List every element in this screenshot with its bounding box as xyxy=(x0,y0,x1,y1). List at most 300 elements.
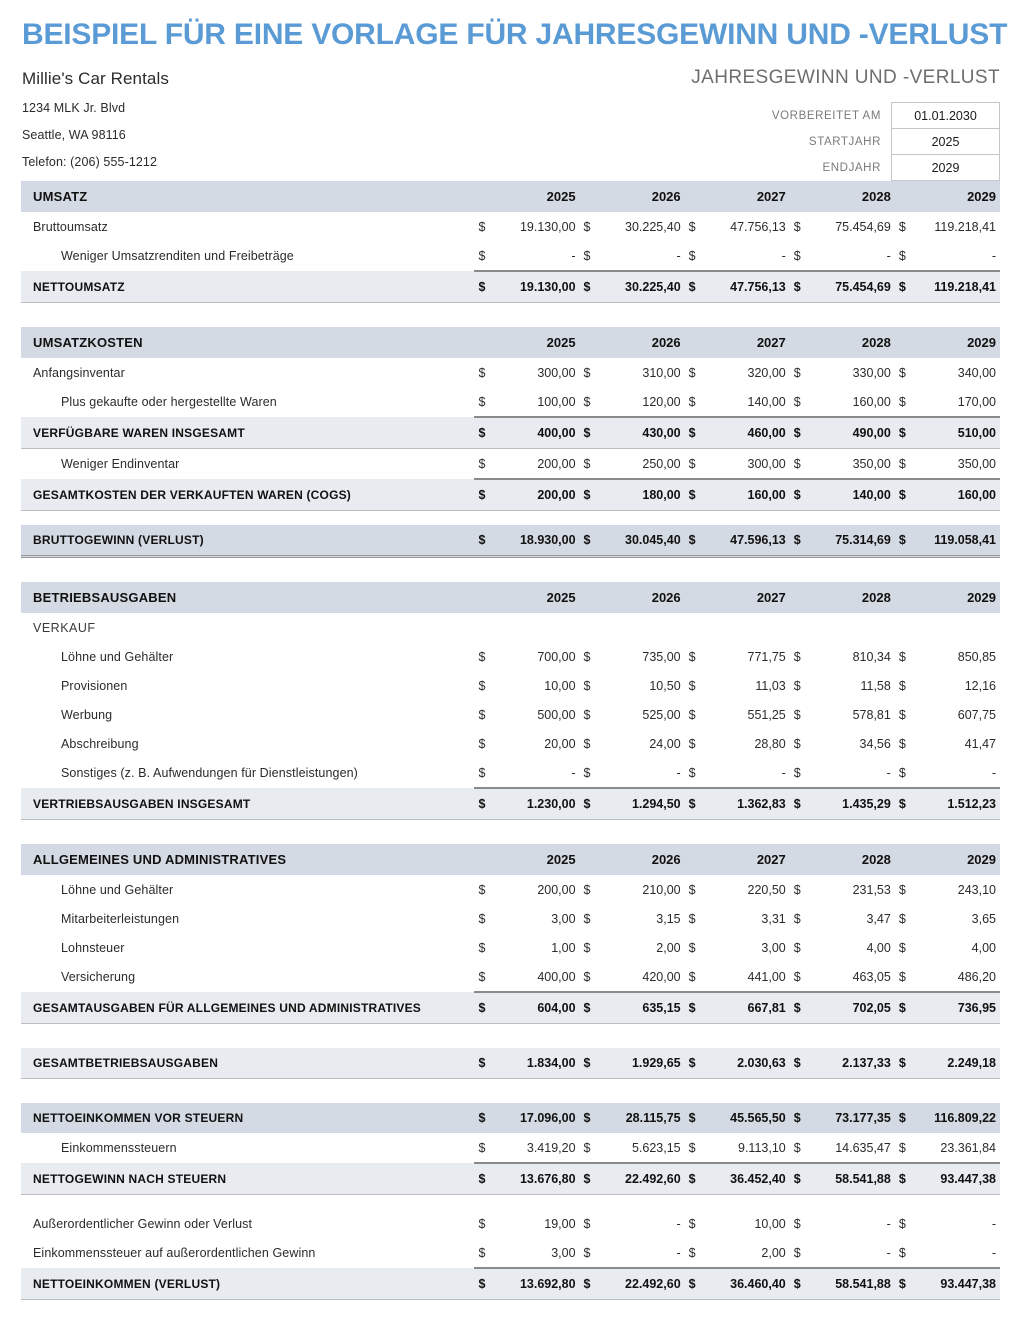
spacer-cell xyxy=(474,613,502,642)
currency-symbol: $ xyxy=(685,904,713,933)
year-header-2028: 2028 xyxy=(818,327,895,358)
cell-value[interactable]: 2,00 xyxy=(608,933,685,962)
cell-value: 30.045,40 xyxy=(608,525,685,557)
cell-value: 28.115,75 xyxy=(608,1103,685,1133)
table-row xyxy=(21,642,1000,671)
cell-value[interactable]: 3,15 xyxy=(608,904,685,933)
currency-symbol: $ xyxy=(580,1133,608,1163)
cell-value[interactable]: 200,00 xyxy=(502,875,579,904)
row-label: Einkommenssteuer auf außerordentlichen Gewinn xyxy=(21,1238,474,1268)
cell-value[interactable]: 243,10 xyxy=(923,875,1000,904)
currency-symbol: $ xyxy=(895,1209,923,1238)
cell-value[interactable]: 30.225,40 xyxy=(608,212,685,241)
row-label: Versicherung xyxy=(21,962,474,992)
cell-value: 47.596,13 xyxy=(713,525,790,557)
row-label: Provisionen xyxy=(21,671,474,700)
table-row xyxy=(21,933,1000,962)
meta-row-prepared-on xyxy=(772,103,1000,129)
currency-symbol: $ xyxy=(685,671,713,700)
cell-value[interactable]: 24,00 xyxy=(608,729,685,758)
currency-symbol: $ xyxy=(790,992,818,1024)
currency-symbol: $ xyxy=(895,1163,923,1195)
currency-symbol: $ xyxy=(685,729,713,758)
currency-symbol: $ xyxy=(474,1133,502,1163)
total-row-general-administrative xyxy=(21,992,1000,1024)
spacer-cell xyxy=(21,1195,1000,1210)
currency-symbol: $ xyxy=(685,992,713,1024)
cell-value[interactable]: - xyxy=(502,241,579,271)
currency-symbol: $ xyxy=(685,1133,713,1163)
cell-value[interactable]: - xyxy=(608,241,685,271)
cell-value[interactable]: 486,20 xyxy=(923,962,1000,992)
spacer-cell xyxy=(21,511,1000,526)
spacer-cell xyxy=(895,613,923,642)
cell-value[interactable]: - xyxy=(608,758,685,788)
meta-label-prepared-on: VORBEREITET AM xyxy=(771,109,881,122)
year-header-2026: 2026 xyxy=(608,844,685,875)
row-label: Abschreibung xyxy=(21,729,474,758)
currency-symbol: $ xyxy=(685,525,713,557)
cell-value[interactable]: 231,53 xyxy=(818,875,895,904)
currency-symbol: $ xyxy=(895,904,923,933)
currency-symbol: $ xyxy=(580,1238,608,1268)
cell-value[interactable]: 441,00 xyxy=(713,962,790,992)
row-label: GESAMTBETRIEBSAUSGABEN xyxy=(21,1048,474,1079)
spacer-row xyxy=(21,1195,1000,1210)
currency-symbol: $ xyxy=(685,642,713,671)
currency-symbol: $ xyxy=(580,1103,608,1133)
spacer-cell xyxy=(790,327,818,358)
cell-value[interactable]: 771,75 xyxy=(713,642,790,671)
cell-value: 36.452,40 xyxy=(713,1163,790,1195)
cell-value[interactable]: - xyxy=(502,758,579,788)
cell-value[interactable]: - xyxy=(608,1238,685,1268)
cell-value: 47.756,13 xyxy=(713,271,790,303)
cell-value: 2.030,63 xyxy=(713,1048,790,1079)
cell-value[interactable]: 400,00 xyxy=(502,962,579,992)
currency-symbol: $ xyxy=(895,1268,923,1300)
currency-symbol: $ xyxy=(790,1209,818,1238)
cell-value[interactable]: 20,00 xyxy=(502,729,579,758)
net-income-table xyxy=(21,1103,1000,1300)
currency-symbol: $ xyxy=(790,449,818,480)
currency-symbol: $ xyxy=(790,729,818,758)
cell-value[interactable]: 10,50 xyxy=(608,671,685,700)
currency-symbol: $ xyxy=(685,449,713,480)
cell-value[interactable]: 3,00 xyxy=(713,933,790,962)
cell-value: 460,00 xyxy=(713,417,790,449)
meta-label-end-year: ENDJAHR xyxy=(822,161,881,174)
cell-value[interactable]: 525,00 xyxy=(608,700,685,729)
cell-value[interactable]: 120,00 xyxy=(608,387,685,417)
currency-symbol: $ xyxy=(790,1048,818,1079)
cell-value: 140,00 xyxy=(818,479,895,511)
year-header-2026: 2026 xyxy=(608,327,685,358)
currency-symbol: $ xyxy=(895,642,923,671)
currency-symbol: $ xyxy=(685,1268,713,1300)
currency-symbol: $ xyxy=(474,1209,502,1238)
cell-value[interactable]: 463,05 xyxy=(818,962,895,992)
total-row-net-income xyxy=(21,1268,1000,1300)
currency-symbol: $ xyxy=(895,479,923,511)
currency-symbol: $ xyxy=(895,387,923,417)
currency-symbol: $ xyxy=(580,962,608,992)
cell-value[interactable]: 551,25 xyxy=(713,700,790,729)
row-label: Weniger Umsatzrenditen und Freibeträge xyxy=(21,241,474,271)
year-header-2026: 2026 xyxy=(608,181,685,212)
currency-symbol: $ xyxy=(895,1103,923,1133)
meta-row-start-year xyxy=(772,129,1000,155)
spacer-cell xyxy=(685,613,713,642)
row-label: VERFÜGBARE WAREN INSGESAMT xyxy=(21,417,474,449)
cell-value[interactable]: 3,47 xyxy=(818,904,895,933)
cell-value[interactable]: 170,00 xyxy=(923,387,1000,417)
cell-value[interactable]: 3,00 xyxy=(502,1238,579,1268)
section-header-cogs xyxy=(21,327,1000,358)
subtotal-row-goods-available xyxy=(21,417,1000,449)
cell-value[interactable]: 200,00 xyxy=(502,449,579,480)
spacer-cell xyxy=(474,327,502,358)
cell-value: 1.362,83 xyxy=(713,788,790,820)
cell-value: 1.230,00 xyxy=(502,788,579,820)
currency-symbol: $ xyxy=(474,875,502,904)
year-header-2029: 2029 xyxy=(923,327,1000,358)
currency-symbol: $ xyxy=(895,700,923,729)
cell-value[interactable]: - xyxy=(923,1238,1000,1268)
row-label: NETTOGEWINN NACH STEUERN xyxy=(21,1163,474,1195)
currency-symbol: $ xyxy=(790,525,818,557)
currency-symbol: $ xyxy=(895,729,923,758)
spacer-cell xyxy=(685,582,713,613)
cell-value[interactable]: 700,00 xyxy=(502,642,579,671)
table-row xyxy=(21,700,1000,729)
currency-symbol: $ xyxy=(474,1238,502,1268)
currency-symbol: $ xyxy=(790,904,818,933)
cell-value[interactable]: 500,00 xyxy=(502,700,579,729)
cell-value[interactable]: 3,31 xyxy=(713,904,790,933)
spacer-cell xyxy=(474,582,502,613)
row-label: NETTOEINKOMMEN (VERLUST) xyxy=(21,1268,474,1300)
company-info xyxy=(22,67,169,169)
cell-value: 160,00 xyxy=(713,479,790,511)
currency-symbol: $ xyxy=(580,875,608,904)
cell-value[interactable]: 810,34 xyxy=(818,642,895,671)
cell-value[interactable]: 10,00 xyxy=(713,1209,790,1238)
cell-value[interactable]: 250,00 xyxy=(608,449,685,480)
cell-value: 180,00 xyxy=(608,479,685,511)
cell-value[interactable]: 420,00 xyxy=(608,962,685,992)
cell-value[interactable]: - xyxy=(608,1209,685,1238)
subcategory-row-sales xyxy=(21,613,1000,642)
currency-symbol: $ xyxy=(790,1163,818,1195)
section-title-revenue: UMSATZ xyxy=(21,181,474,212)
currency-symbol: $ xyxy=(790,962,818,992)
cell-value[interactable]: 210,00 xyxy=(608,875,685,904)
cell-value[interactable]: 160,00 xyxy=(818,387,895,417)
spacer-cell xyxy=(502,613,579,642)
cell-value[interactable]: 310,00 xyxy=(608,358,685,387)
table-row xyxy=(21,758,1000,788)
currency-symbol: $ xyxy=(474,788,502,820)
currency-symbol: $ xyxy=(685,788,713,820)
table-row xyxy=(21,875,1000,904)
currency-symbol: $ xyxy=(790,788,818,820)
spacer-cell xyxy=(685,327,713,358)
cell-value[interactable]: 10,00 xyxy=(502,671,579,700)
spacer-cell xyxy=(790,613,818,642)
cell-value: 604,00 xyxy=(502,992,579,1024)
currency-symbol: $ xyxy=(790,875,818,904)
row-label: VERTRIEBSAUSGABEN INSGESAMT xyxy=(21,788,474,820)
cell-value[interactable]: - xyxy=(713,241,790,271)
currency-symbol: $ xyxy=(685,875,713,904)
cell-value[interactable]: 119.218,41 xyxy=(923,212,1000,241)
spacer-cell xyxy=(923,613,1000,642)
currency-symbol: $ xyxy=(580,671,608,700)
cell-value[interactable]: 19.130,00 xyxy=(502,212,579,241)
currency-symbol: $ xyxy=(895,1133,923,1163)
currency-symbol: $ xyxy=(895,241,923,271)
document-header xyxy=(0,51,1021,181)
spacer-cell xyxy=(608,613,685,642)
year-header-2029: 2029 xyxy=(923,181,1000,212)
currency-symbol: $ xyxy=(474,1163,502,1195)
cell-value[interactable]: 340,00 xyxy=(923,358,1000,387)
row-label: Anfangsinventar xyxy=(21,358,474,387)
table-row xyxy=(21,358,1000,387)
spacer-cell xyxy=(580,181,608,212)
cogs-table xyxy=(21,327,1000,582)
currency-symbol: $ xyxy=(580,1163,608,1195)
cell-value[interactable]: - xyxy=(818,1209,895,1238)
currency-symbol: $ xyxy=(580,933,608,962)
cell-value[interactable]: 330,00 xyxy=(818,358,895,387)
currency-symbol: $ xyxy=(790,700,818,729)
company-address-line-2: Seattle, WA 98116 xyxy=(22,128,126,142)
currency-symbol: $ xyxy=(580,642,608,671)
spacer-cell xyxy=(21,1079,1000,1104)
spacer-cell xyxy=(895,327,923,358)
section-header-operating-expenses xyxy=(21,582,1000,613)
cell-value[interactable]: 735,00 xyxy=(608,642,685,671)
cell-value[interactable]: 220,50 xyxy=(713,875,790,904)
currency-symbol: $ xyxy=(580,1048,608,1079)
currency-symbol: $ xyxy=(895,962,923,992)
spacer-cell xyxy=(21,820,1000,845)
cell-value: 1.512,23 xyxy=(923,788,1000,820)
row-label: BRUTTOGEWINN (VERLUST) xyxy=(21,525,474,557)
total-row-net-income-before-taxes xyxy=(21,1103,1000,1133)
cell-value[interactable]: 100,00 xyxy=(502,387,579,417)
cell-value: 13.676,80 xyxy=(502,1163,579,1195)
table-row xyxy=(21,671,1000,700)
spacer-cell xyxy=(580,327,608,358)
cell-value[interactable]: 5.623,15 xyxy=(608,1133,685,1163)
total-row-net-revenue xyxy=(21,271,1000,303)
row-label: Löhne und Gehälter xyxy=(21,875,474,904)
year-header-2028: 2028 xyxy=(818,181,895,212)
year-header-2025: 2025 xyxy=(502,327,579,358)
cell-value[interactable]: - xyxy=(923,241,1000,271)
cell-value[interactable]: 4,00 xyxy=(923,933,1000,962)
currency-symbol: $ xyxy=(685,417,713,449)
meta-value-prepared-on[interactable]: 01.01.2030 xyxy=(892,103,1000,129)
cell-value[interactable]: 320,00 xyxy=(713,358,790,387)
cell-value[interactable]: 350,00 xyxy=(818,449,895,480)
cell-value[interactable]: 140,00 xyxy=(713,387,790,417)
cell-value[interactable]: - xyxy=(818,1238,895,1268)
currency-symbol: $ xyxy=(474,904,502,933)
cell-value[interactable]: - xyxy=(818,241,895,271)
cell-value: 1.435,29 xyxy=(818,788,895,820)
currency-symbol: $ xyxy=(685,700,713,729)
currency-symbol: $ xyxy=(895,788,923,820)
spacer-cell xyxy=(474,844,502,875)
cell-value: 19.130,00 xyxy=(502,271,579,303)
currency-symbol: $ xyxy=(685,387,713,417)
cell-value[interactable]: 1,00 xyxy=(502,933,579,962)
cell-value[interactable]: 350,00 xyxy=(923,449,1000,480)
company-address-line-1: 1234 MLK Jr. Blvd xyxy=(22,101,126,115)
cell-value: 22.492,60 xyxy=(608,1268,685,1300)
cell-value: 45.565,50 xyxy=(713,1103,790,1133)
cell-value: 75.454,69 xyxy=(818,271,895,303)
currency-symbol: $ xyxy=(474,992,502,1024)
spacer-row xyxy=(21,820,1000,845)
cell-value: 58.541,88 xyxy=(818,1163,895,1195)
currency-symbol: $ xyxy=(895,271,923,303)
cell-value[interactable]: 11,58 xyxy=(818,671,895,700)
operating-expenses-table xyxy=(21,582,1000,844)
cell-value: 18.930,00 xyxy=(502,525,579,557)
cell-value: 75.314,69 xyxy=(818,525,895,557)
currency-symbol: $ xyxy=(580,729,608,758)
cell-value[interactable]: - xyxy=(923,758,1000,788)
cell-value[interactable]: - xyxy=(923,1209,1000,1238)
currency-symbol: $ xyxy=(895,671,923,700)
currency-symbol: $ xyxy=(580,904,608,933)
cell-value: 22.492,60 xyxy=(608,1163,685,1195)
currency-symbol: $ xyxy=(580,241,608,271)
spacer-row xyxy=(21,1079,1000,1104)
cell-value[interactable]: 607,75 xyxy=(923,700,1000,729)
cell-value: 490,00 xyxy=(818,417,895,449)
cell-value[interactable]: 47.756,13 xyxy=(713,212,790,241)
cell-value[interactable]: 300,00 xyxy=(502,358,579,387)
cell-value[interactable]: 28,80 xyxy=(713,729,790,758)
cell-value[interactable]: - xyxy=(818,758,895,788)
section-title-cogs: UMSATZKOSTEN xyxy=(21,327,474,358)
spacer-row xyxy=(21,557,1000,583)
currency-symbol: $ xyxy=(790,387,818,417)
currency-symbol: $ xyxy=(580,1209,608,1238)
row-label: Mitarbeiterleistungen xyxy=(21,904,474,933)
currency-symbol: $ xyxy=(790,1133,818,1163)
currency-symbol: $ xyxy=(474,642,502,671)
currency-symbol: $ xyxy=(580,271,608,303)
spacer-cell xyxy=(790,844,818,875)
cell-value: 93.447,38 xyxy=(923,1163,1000,1195)
cell-value: 736,95 xyxy=(923,992,1000,1024)
currency-symbol: $ xyxy=(895,992,923,1024)
cell-value[interactable]: 41,47 xyxy=(923,729,1000,758)
row-label: Außerordentlicher Gewinn oder Verlust xyxy=(21,1209,474,1238)
cell-value[interactable]: 3.419,20 xyxy=(502,1133,579,1163)
currency-symbol: $ xyxy=(790,1268,818,1300)
cell-value[interactable]: 850,85 xyxy=(923,642,1000,671)
cell-value[interactable]: 9.113,10 xyxy=(713,1133,790,1163)
spacer-cell xyxy=(21,303,1000,328)
currency-symbol: $ xyxy=(474,729,502,758)
spacer-row xyxy=(21,303,1000,328)
spacer-cell xyxy=(685,844,713,875)
currency-symbol: $ xyxy=(895,449,923,480)
spacer-cell xyxy=(580,844,608,875)
cell-value[interactable]: 3,00 xyxy=(502,904,579,933)
currency-symbol: $ xyxy=(790,933,818,962)
currency-symbol: $ xyxy=(580,992,608,1024)
currency-symbol: $ xyxy=(474,271,502,303)
spacer-cell xyxy=(790,582,818,613)
currency-symbol: $ xyxy=(895,417,923,449)
company-phone: Telefon: (206) 555-1212 xyxy=(22,155,158,169)
year-header-2029: 2029 xyxy=(923,582,1000,613)
meta-value-end-year[interactable]: 2029 xyxy=(892,155,1000,181)
cell-value[interactable]: 2,00 xyxy=(713,1238,790,1268)
report-heading: JAHRESGEWINN UND -VERLUST xyxy=(691,67,1000,88)
currency-symbol: $ xyxy=(474,358,502,387)
spacer-cell xyxy=(580,582,608,613)
cell-value[interactable]: 23.361,84 xyxy=(923,1133,1000,1163)
year-header-2027: 2027 xyxy=(713,844,790,875)
currency-symbol: $ xyxy=(790,1103,818,1133)
cell-value: 635,15 xyxy=(608,992,685,1024)
currency-symbol: $ xyxy=(474,417,502,449)
revenue-table xyxy=(21,181,1000,327)
spacer-cell xyxy=(713,613,790,642)
year-header-2029: 2029 xyxy=(923,844,1000,875)
row-label: Löhne und Gehälter xyxy=(21,642,474,671)
cell-value[interactable]: 14.635,47 xyxy=(818,1133,895,1163)
cell-value[interactable]: 578,81 xyxy=(818,700,895,729)
currency-symbol: $ xyxy=(685,241,713,271)
currency-symbol: $ xyxy=(580,788,608,820)
currency-symbol: $ xyxy=(685,1238,713,1268)
cell-value[interactable]: 4,00 xyxy=(818,933,895,962)
cell-value[interactable]: 34,56 xyxy=(818,729,895,758)
currency-symbol: $ xyxy=(790,271,818,303)
currency-symbol: $ xyxy=(474,700,502,729)
currency-symbol: $ xyxy=(895,1048,923,1079)
cell-value[interactable]: 11,03 xyxy=(713,671,790,700)
currency-symbol: $ xyxy=(685,933,713,962)
total-row-cogs xyxy=(21,479,1000,511)
cell-value[interactable]: - xyxy=(713,758,790,788)
cell-value[interactable]: 75.454,69 xyxy=(818,212,895,241)
table-row xyxy=(21,387,1000,417)
year-header-2025: 2025 xyxy=(502,582,579,613)
cell-value[interactable]: 12,16 xyxy=(923,671,1000,700)
currency-symbol: $ xyxy=(790,417,818,449)
spacer-cell xyxy=(895,844,923,875)
cell-value: 510,00 xyxy=(923,417,1000,449)
cell-value[interactable]: 300,00 xyxy=(713,449,790,480)
meta-value-start-year[interactable]: 2025 xyxy=(892,129,1000,155)
spacer-row xyxy=(21,1024,1000,1049)
currency-symbol: $ xyxy=(474,212,502,241)
cell-value[interactable]: 19,00 xyxy=(502,1209,579,1238)
cell-value[interactable]: 3,65 xyxy=(923,904,1000,933)
